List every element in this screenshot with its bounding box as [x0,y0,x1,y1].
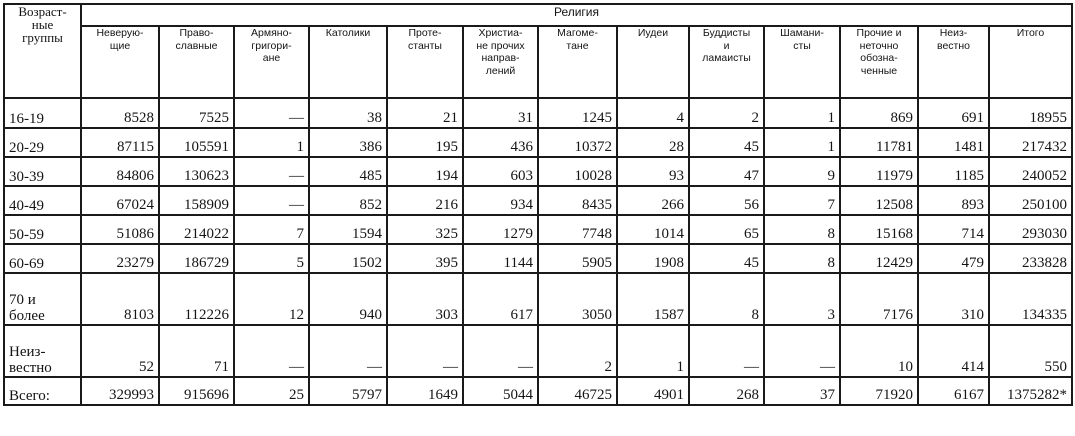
table-cell: 71 [159,325,234,377]
table-cell: 266 [617,186,689,215]
table-cell: 38 [309,98,387,128]
table-cell: 4 [617,98,689,128]
table-row [4,244,1072,273]
column-header: Христиа- не прочих направ- лений [463,26,538,98]
table-cell: 45 [689,128,764,157]
table-cell: 9 [764,157,840,186]
table-cell: 5905 [538,244,617,273]
table-cell: 56 [689,186,764,215]
table-cell: 1014 [617,215,689,244]
table-cell: 194 [387,157,463,186]
column-header: Прочие и неточно обозна- ченные [840,26,918,98]
table-cell: 1587 [617,273,689,325]
table-cell: 414 [918,325,989,377]
table-cell: 25 [234,377,309,405]
table-cell: 1185 [918,157,989,186]
table-cell: 7176 [840,273,918,325]
table-cell: 45 [689,244,764,273]
table-cell: 4901 [617,377,689,405]
table-cell: 1 [764,98,840,128]
table-cell: — [689,325,764,377]
table-cell: 1908 [617,244,689,273]
table-cell: 325 [387,215,463,244]
table-cell: 329993 [81,377,159,405]
table-cell: 3050 [538,273,617,325]
table-cell: 691 [918,98,989,128]
table-cell: 5044 [463,377,538,405]
table-cell: — [309,325,387,377]
column-header: Буддисты и ламаисты [689,26,764,98]
table-cell: 617 [463,273,538,325]
column-header: Шамани- сты [764,26,840,98]
table-cell: 7525 [159,98,234,128]
census-religion-table [3,3,1073,406]
row-label: 70 и более [4,273,81,325]
table-cell: 52 [81,325,159,377]
table-cell: 84806 [81,157,159,186]
table-cell: 8 [689,273,764,325]
table-cell: 12508 [840,186,918,215]
table-cell: 47 [689,157,764,186]
row-label: 50-59 [4,215,81,244]
table-cell: 195 [387,128,463,157]
column-header: Проте- станты [387,26,463,98]
table-row [4,215,1072,244]
table-cell: — [234,98,309,128]
table-cell: 852 [309,186,387,215]
table-cell: 1649 [387,377,463,405]
column-header: Магоме- тане [538,26,617,98]
table-cell: 603 [463,157,538,186]
table-cell: 51086 [81,215,159,244]
table-cell: 714 [918,215,989,244]
table-cell: 436 [463,128,538,157]
table-cell: 485 [309,157,387,186]
table-cell: 130623 [159,157,234,186]
table-cell: 15168 [840,215,918,244]
table-cell: 1 [617,325,689,377]
table-cell: 310 [918,273,989,325]
table-cell: 214022 [159,215,234,244]
table-row [4,186,1072,215]
table-cell: 8103 [81,273,159,325]
table-cell: 1481 [918,128,989,157]
row-label: 40-49 [4,186,81,215]
table-cell: 8 [764,244,840,273]
table-cell: 240052 [989,157,1072,186]
table-cell: 2 [689,98,764,128]
table-cell: 158909 [159,186,234,215]
table-cell: 105591 [159,128,234,157]
table-cell: 1279 [463,215,538,244]
table-cell: 12429 [840,244,918,273]
column-header: Итого [989,26,1072,98]
table-cell: 18955 [989,98,1072,128]
table-row [4,325,1072,377]
table-cell: 1594 [309,215,387,244]
table-cell: 303 [387,273,463,325]
table-cell: — [234,325,309,377]
table-cell: 250100 [989,186,1072,215]
table-cell: 293030 [989,215,1072,244]
table-cell: 65 [689,215,764,244]
table-cell: 10028 [538,157,617,186]
table-cell: 112226 [159,273,234,325]
table-cell: 217432 [989,128,1072,157]
table-row [4,128,1072,157]
table-cell: 7 [764,186,840,215]
table-cell: 8528 [81,98,159,128]
table-cell: 934 [463,186,538,215]
table-cell: 1 [764,128,840,157]
table-cell: — [387,325,463,377]
table-cell: 1375282* [989,377,1072,405]
table-cell: 12 [234,273,309,325]
column-header: Право- славные [159,26,234,98]
table-cell: 1 [234,128,309,157]
header-row-columns [4,26,1072,98]
table-cell: 7748 [538,215,617,244]
table-cell: 11979 [840,157,918,186]
table-cell: 23279 [81,244,159,273]
table-cell: 186729 [159,244,234,273]
table-cell: 8 [764,215,840,244]
table-cell: 550 [989,325,1072,377]
table-cell: — [764,325,840,377]
table-cell: 386 [309,128,387,157]
table-cell: 10372 [538,128,617,157]
table-cell: 93 [617,157,689,186]
table-cell: 479 [918,244,989,273]
table-cell: 31 [463,98,538,128]
table-cell: 5797 [309,377,387,405]
row-label: 30-39 [4,157,81,186]
column-header: Неиз- вестно [918,26,989,98]
table-cell: 21 [387,98,463,128]
row-label: Всего: [4,377,81,405]
table-cell: — [234,186,309,215]
table-cell: 7 [234,215,309,244]
table-cell: 10 [840,325,918,377]
row-label: 16-19 [4,98,81,128]
table-body [4,98,1072,405]
table-cell: 134335 [989,273,1072,325]
row-label: 20-29 [4,128,81,157]
header-row-group [4,4,1072,26]
column-header: Иудеи [617,26,689,98]
table-cell: 8435 [538,186,617,215]
table-cell: 6167 [918,377,989,405]
table-cell: 1502 [309,244,387,273]
table-cell: 1144 [463,244,538,273]
column-header: Католики [309,26,387,98]
table-cell: 67024 [81,186,159,215]
table-cell: 233828 [989,244,1072,273]
table-cell: 71920 [840,377,918,405]
table-cell: 87115 [81,128,159,157]
table-cell: 46725 [538,377,617,405]
column-header: Армяно- григори- ане [234,26,309,98]
table-cell: — [463,325,538,377]
table-cell: 395 [387,244,463,273]
table-cell: 915696 [159,377,234,405]
table-row [4,273,1072,325]
table-cell: — [234,157,309,186]
table-cell: 28 [617,128,689,157]
table-cell: 5 [234,244,309,273]
table-cell: 893 [918,186,989,215]
table-cell: 940 [309,273,387,325]
religion-group-header: Религия [81,4,1072,26]
table-cell: 268 [689,377,764,405]
column-header: Неверую- щие [81,26,159,98]
table-cell: 869 [840,98,918,128]
row-label: Неиз- вестно [4,325,81,377]
total-row [4,377,1072,405]
table-cell: 37 [764,377,840,405]
table-cell: 216 [387,186,463,215]
table-cell: 3 [764,273,840,325]
age-groups-header: Возраст- ные группы [4,4,81,98]
table-row [4,98,1072,128]
table-row [4,157,1072,186]
table-cell: 1245 [538,98,617,128]
table-cell: 11781 [840,128,918,157]
row-label: 60-69 [4,244,81,273]
table-cell: 2 [538,325,617,377]
